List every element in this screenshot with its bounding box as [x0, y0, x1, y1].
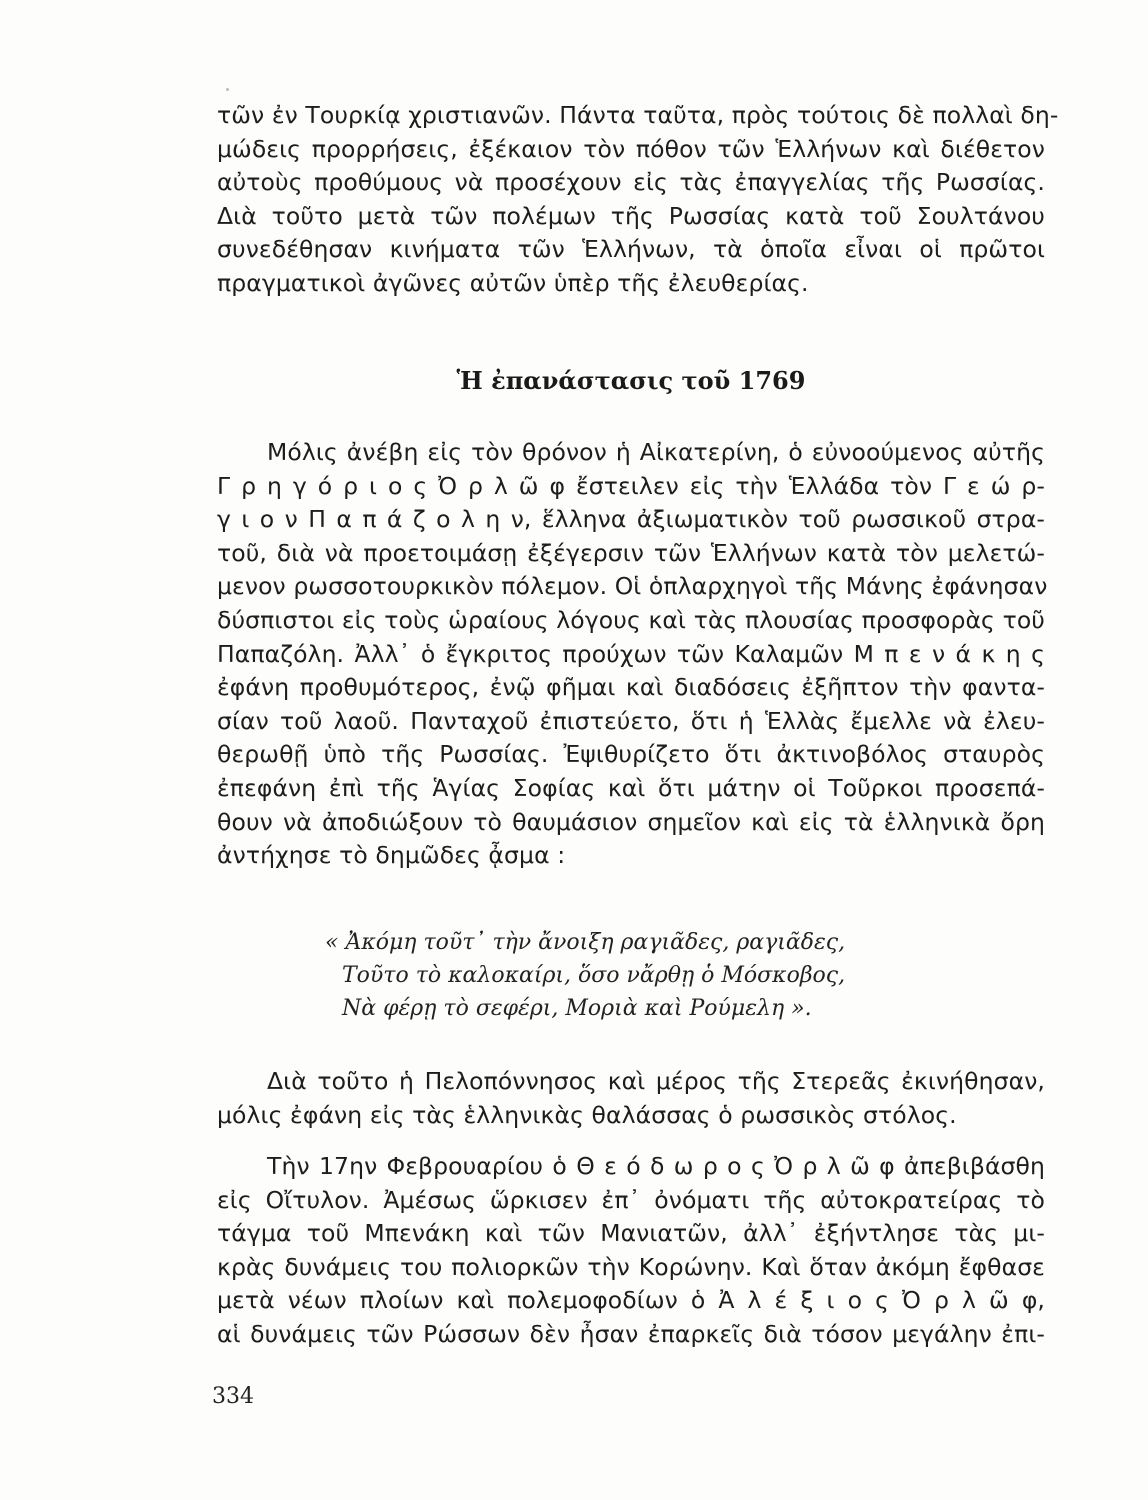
text-line: σίαν τοῦ λαοῦ. Πανταχοῦ ἐπιστεύετο, ὅτι ἡ Ἑλλὰς ἔμελλε νὰ ἐλευ-: [217, 706, 1045, 735]
poem-line: Νὰ φέρῃ τὸ σεφέρι, Μοριὰ καὶ Ρούμελη ».: [342, 996, 812, 1021]
paragraph-3: [217, 1065, 1045, 1132]
text-line: Παπαζόλη. Ἀλλ᾽ ὁ ἔγκριτος προύχων τῶν Καλαμῶν Μ π ε ν ά κ η ς: [217, 639, 1045, 668]
text-line: Διὰ τοῦτο μετὰ τῶν πολέμων τῆς Ρωσσίας κατὰ τοῦ Σουλτάνου: [217, 201, 1045, 230]
section-heading: Ἡ ἐπανάστασις τοῦ 1769: [456, 366, 806, 395]
text-line: θερωθῇ ὑπὸ τῆς Ρωσσίας. Ἐψιθυρίζετο ὅτι ἀκτινοβόλος σταυρὸς: [217, 740, 1045, 769]
text-line: συνεδέθησαν κινήματα τῶν Ἑλλήνων, τὰ ὁποῖα εἶναι οἱ πρῶτοι: [217, 235, 1045, 264]
text-line: θουν νὰ ἀποδιώξουν τὸ θαυμάσιον σημεῖον καὶ εἰς τὰ ἑλληνικὰ ὄρη: [217, 807, 1045, 836]
paragraph-2: [217, 436, 1048, 873]
text-line: Γ ρ η γ ό ρ ι ο ς Ὀ ρ λ ῶ φ ἔστειλεν εἰς τὴν Ἑλλάδα τὸν Γ ε ώ ρ-: [217, 471, 1045, 500]
page-number: 334: [212, 1384, 254, 1409]
text-line: τῶν ἐν Τουρκίᾳ χριστιανῶν. Πάντα ταῦτα, πρὸς τούτοις δὲ πολλαὶ δη-: [217, 101, 1059, 129]
paragraph-4: [217, 1150, 1045, 1352]
text-line: τάγμα τοῦ Μπενάκη καὶ τῶν Μανιατῶν, ἀλλ᾽ ἐξήντλησε τὰς μι-: [217, 1219, 1045, 1248]
text-line: Μόλις ἀνέβη εἰς τὸν θρόνον ἡ Αἰκατερίνη, ὁ εὐνοούμενος αὐτῆς: [267, 438, 1045, 466]
text-line: μόλις ἐφάνη εἰς τὰς ἑλληνικὰς θαλάσσας ὁ ρωσσικὸς στόλος.: [217, 1100, 957, 1129]
poem-line: Τοῦτο τὸ καλοκαίρι, ὅσο νἄρθῃ ὁ Μόσκοβος,: [342, 963, 846, 988]
text-line: κρὰς δυνάμεις του πολιορκῶν τὴν Κορώνην. Καὶ ὅταν ἀκόμη ἔφθασε: [217, 1252, 1045, 1281]
text-line: δύσπιστοι εἰς τοὺς ὡραίους λόγους καὶ τὰς πλουσίας προσφορὰς τοῦ: [217, 605, 1045, 634]
text-line: ἀντήχησε τὸ δημῶδες ᾆσμα :: [217, 841, 566, 870]
text-line: αἱ δυνάμεις τῶν Ρώσσων δὲν ἦσαν ἐπαρκεῖς διὰ τόσον μεγάλην ἐπι-: [217, 1319, 1045, 1348]
paragraph-1: [217, 99, 1059, 301]
text-line: Διὰ τοῦτο ἡ Πελοπόννησος καὶ μέρος τῆς Στερεᾶς ἐκινήθησαν,: [267, 1067, 1045, 1095]
text-line: τοῦ, διὰ νὰ προετοιμάσῃ ἐξέγερσιν τῶν Ἑλλήνων κατὰ τὸν μελετώ-: [217, 538, 1045, 567]
text-line: Τὴν 17ην Φεβρουαρίου ὁ Θ ε ό δ ω ρ ο ς Ὀ ρ λ ῶ φ ἀπεβιβάσθη: [267, 1152, 1045, 1180]
text-line: αὐτοὺς προθύμους νὰ προσέχουν εἰς τὰς ἐπαγγελίας τῆς Ρωσσίας.: [217, 168, 1045, 197]
text-line: μετὰ νέων πλοίων καὶ πολεμοφοδίων ὁ Ἀ λ έ ξ ι ο ς Ὀ ρ λ ῶ φ,: [217, 1286, 1045, 1315]
text-line: ἐπεφάνη ἐπὶ τῆς Ἁγίας Σοφίας καὶ ὅτι μάτην οἱ Τοῦρκοι προσεπά-: [217, 773, 1045, 802]
text-line: μώδεις προρρήσεις, ἐξέκαιον τὸν πόθον τῶν Ἑλλήνων καὶ διέθετον: [217, 134, 1045, 163]
text-line: μενον ρωσσοτουρκικὸν πόλεμον. Οἱ ὁπλαρχηγοὶ τῆς Μάνης ἐφάνησαν: [217, 572, 1048, 601]
poem-line: « Ἀκόμη τοῦτ᾽ τὴν ἄνοιξη ραγιᾶδες, ραγιᾶδες,: [325, 930, 846, 955]
poem-quote: [325, 926, 925, 1025]
text-line: γ ι ο ν Π α π ά ζ ο λ η ν, ἕλληνα ἀξιωματικὸν τοῦ ρωσσικοῦ στρα-: [217, 505, 1045, 534]
text-line: ἐφάνη προθυμότερος, ἐνῷ φῆμαι καὶ διαδόσεις ἐξῆπτον τὴν φαντα-: [217, 673, 1045, 702]
speck: [226, 88, 229, 91]
text-line: πραγματικοὶ ἀγῶνες αὐτῶν ὑπὲρ τῆς ἐλευθερίας.: [217, 268, 809, 297]
text-line: εἰς Οἴτυλον. Ἀμέσως ὥρκισεν ἐπ᾽ ὀνόματι τῆς αὐτοκρατείρας τὸ: [217, 1185, 1045, 1214]
